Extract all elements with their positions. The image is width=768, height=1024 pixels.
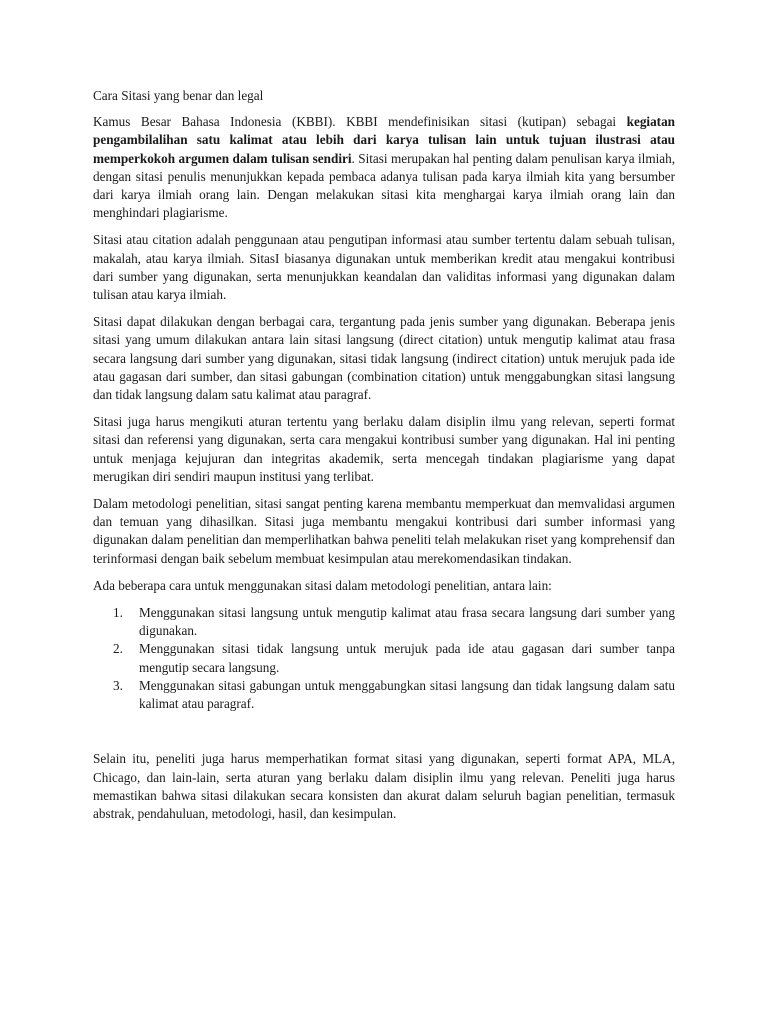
paragraph-7: Selain itu, peneliti juga harus memperhatikan format sitasi yang digunakan, seperti format APA, MLA, Chicago, dan lain-lain, serta aturan yang berlaku dalam disiplin ilmu yang relevan. Peneliti juga harus memastikan bahwa sitasi dilakukan secara konsisten dan akurat dalam seluruh bagian penelitian, termasuk abstrak, pendahuluan, metodologi, hasil, dan kesimpulan. [93, 751, 675, 821]
blank-spacer [93, 722, 675, 750]
paragraph-5: Dalam metodologi penelitian, sitasi sangat penting karena membantu memperkuat dan memvalidasi argumen dan temuan yang dihasilkan. Sitasi juga membantu mengakui kontribusi dari sumber informasi yang digunakan dalam penelitian dan memperlihatkan bahwa peneliti telah melakukan riset yang komprehensif dan terinformasi dengan baik sebelum membuat kesimpulan atau merekomendasikan tindakan. [93, 496, 675, 566]
numbered-list [93, 604, 675, 713]
paragraph-4: Sitasi juga harus mengikuti aturan tertentu yang berlaku dalam disiplin ilmu yang relevan, seperti format sitasi dan referensi yang digunakan, serta cara mengakui kontribusi sumber yang digunakan. Hal ini penting untuk menjaga kejujuran dan integritas akademik, serta mencegah tindakan plagiarisme yang dapat merugikan diri sendiri maupun institusi yang terlibat. [93, 414, 675, 484]
paragraph-6: Ada beberapa cara untuk menggunakan sitasi dalam metodologi penelitian, antara lain: [93, 577, 552, 593]
paragraph-2: Sitasi atau citation adalah penggunaan atau pengutipan informasi atau sumber tertentu dalam sebuah tulisan, makalah, atau karya ilmiah. SitasI biasanya digunakan untuk memberikan kredit atau mengakui kontribusi dari sumber yang digunakan, serta menunjukkan keandalan dan validitas informasi yang digunakan dalam tulisan atau karya ilmiah. [93, 232, 675, 303]
paragraph-1 [93, 113, 675, 222]
list-item [93, 604, 675, 640]
list-item-text: Menggunakan sitasi tidak langsung untuk merujuk pada ide atau gagasan dari sumber tanpa mengutip secara langsung. [139, 641, 675, 675]
paragraph-1-bold-definition: kegiatan pengambilalihan satu kalimat atau lebih dari karya tulisan lain untuk tujuan ilustrasi atau memperkokoh argumen dalam tulisan sendiri [93, 114, 675, 166]
list-item-number: 1. [113, 605, 123, 621]
paragraph-1-intro: Kamus Besar Bahasa Indonesia (KBBI). KBBI mendefinisikan sitasi (kutipan) sebagai [93, 114, 627, 130]
list-item-number: 3. [113, 677, 123, 693]
document-page [93, 87, 675, 832]
list-item-number: 2. [113, 641, 123, 657]
list-item-text: Menggunakan sitasi gabungan untuk menggabungkan sitasi langsung dan tidak langsung dalam satu kalimat atau paragraf. [139, 677, 675, 712]
list-item [93, 677, 675, 713]
document-title: Cara Sitasi yang benar dan legal [93, 88, 264, 103]
paragraph-1-rest: . Sitasi merupakan hal penting dalam penulisan karya ilmiah, dengan sitasi penulis menunjukkan kepada pembaca adanya tulisan pada karya ilmiah kita yang bersumber dari karya ilmiah orang lain. Dengan melakukan sitasi kita menghargai karya ilmiah orang lain dan menghindari plagiarisme. [93, 150, 675, 221]
paragraph-3: Sitasi dapat dilakukan dengan berbagai cara, tergantung pada jenis sumber yang digunakan. Beberapa jenis sitasi yang umum dilakukan antara lain sitasi langsung (direct citation) untuk mengutip kalimat atau frasa secara langsung dari sumber yang digunakan, sitasi tidak langsung (indirect citation) untuk merujuk pada ide atau gagasan dari sumber, dan sitasi gabungan (combination citation) untuk menggabungkan sitasi langsung dan tidak langsung dalam satu kalimat atau paragraf. [93, 314, 675, 403]
list-item-text: Menggunakan sitasi langsung untuk mengutip kalimat atau frasa secara langsung dari sumber yang digunakan. [139, 605, 675, 639]
list-item [93, 640, 675, 676]
